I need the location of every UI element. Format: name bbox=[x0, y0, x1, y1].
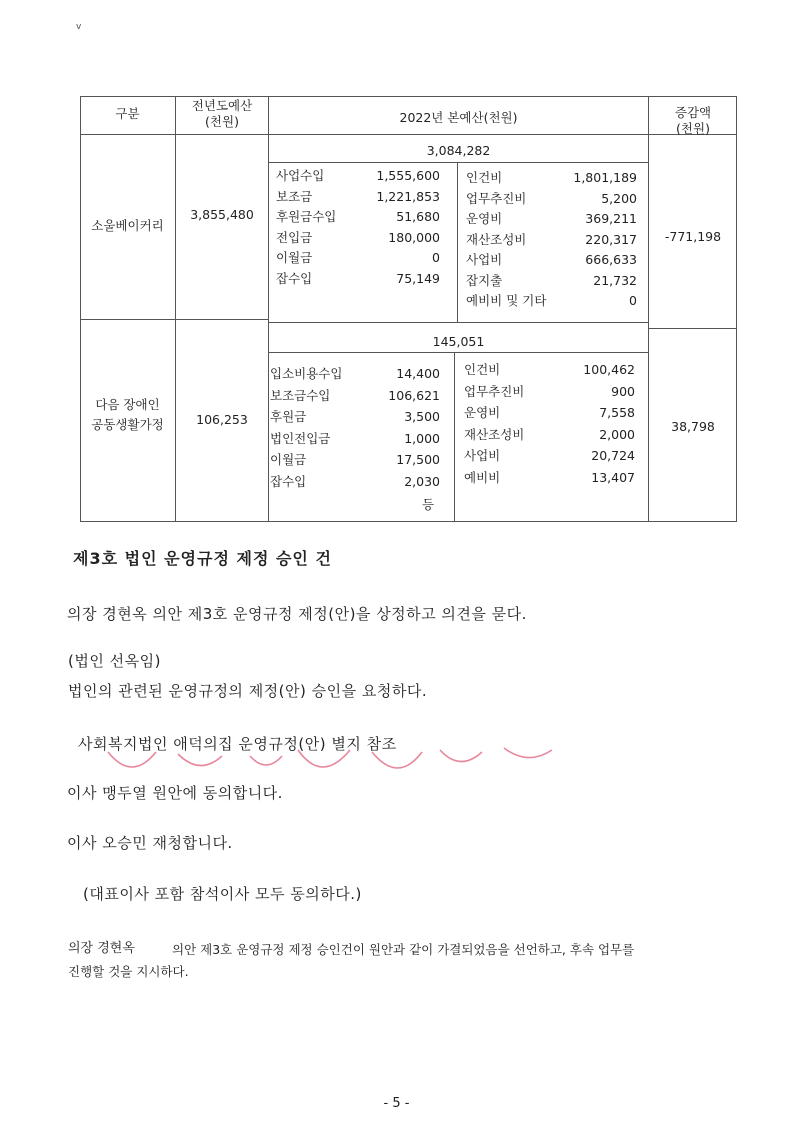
row1-revenue-label: 전입금 bbox=[276, 229, 313, 245]
row1-expense-value: 666,633 bbox=[585, 252, 637, 267]
row2-split-line bbox=[454, 352, 455, 521]
table-border-left bbox=[80, 96, 81, 522]
row1-revenue-label: 보조금 bbox=[276, 188, 313, 204]
row1-prev: 3,855,480 bbox=[190, 207, 254, 222]
row1-expense-value: 0 bbox=[629, 293, 637, 308]
row1-revenue-value: 180,000 bbox=[388, 229, 440, 245]
row2-expense-label: 인건비 bbox=[464, 362, 501, 377]
stamp-arc-6 bbox=[440, 750, 482, 762]
row1-expense-label: 잡지출 bbox=[466, 272, 503, 288]
row1-revenue-label: 잡수입 bbox=[276, 270, 313, 286]
row2-revenue-label: 법인전입금 bbox=[270, 430, 331, 446]
row-sep-left bbox=[80, 319, 268, 320]
budget-table bbox=[80, 96, 737, 522]
scan-mark: v bbox=[76, 22, 82, 32]
row-sep-right bbox=[648, 328, 737, 329]
row2-total-line bbox=[268, 352, 648, 353]
row2-expense-value: 20,724 bbox=[591, 448, 635, 463]
col-line-1 bbox=[175, 96, 176, 522]
consent-note: (대표이사 포함 참석이사 모두 동의하다.) bbox=[83, 885, 362, 903]
row1-name: 소울베이커리 bbox=[91, 218, 164, 233]
row2-total: 145,051 bbox=[432, 334, 485, 349]
stamp-arc-2 bbox=[178, 754, 222, 766]
row2-expense-value: 2,000 bbox=[599, 426, 635, 442]
row2-expense-label: 예비비 bbox=[464, 469, 501, 485]
row1-split-line bbox=[457, 162, 458, 322]
row2-revenue-value: 17,500 bbox=[396, 452, 440, 467]
row2-revenue-value: 3,500 bbox=[404, 409, 440, 424]
chair-name: 의장 경현옥 bbox=[68, 941, 135, 956]
row1-revenue-label: 후원금수입 bbox=[276, 209, 337, 224]
row2-name-line2: 공동생활가정 bbox=[91, 417, 164, 432]
director-motion: 이사 맹두열 원안에 동의합니다. bbox=[67, 784, 283, 802]
row1-revenue-value: 75,149 bbox=[396, 270, 440, 286]
row2-name-line1: 다음 장애인 bbox=[95, 397, 160, 412]
row2-change: 38,798 bbox=[671, 419, 715, 434]
row2-expense-value: 13,407 bbox=[591, 469, 635, 485]
row1-revenue-value: 51,680 bbox=[396, 209, 440, 224]
stamp-arc-7 bbox=[504, 748, 552, 758]
stamp-arc-3 bbox=[250, 756, 282, 765]
header-category: 구분 bbox=[115, 106, 140, 121]
section-title: 제3호 법인 운영규정 제정 승인 건 bbox=[73, 549, 332, 568]
header-change: 증감액 bbox=[674, 105, 712, 120]
row1-revenue-value: 1,555,600 bbox=[376, 168, 440, 183]
row2-expense-label: 업무추진비 bbox=[464, 383, 525, 399]
row1-revenue-label: 사업수입 bbox=[276, 168, 325, 183]
row1-expense-value: 369,211 bbox=[585, 211, 637, 226]
reference-note: 사회복지법인 애덕의집 운영규정(안) 별지 참조 bbox=[78, 735, 397, 753]
page-number: - 5 - bbox=[383, 1096, 410, 1111]
row1-expense-label: 인건비 bbox=[466, 170, 503, 185]
row1-expense-value: 220,317 bbox=[585, 231, 637, 247]
header-line bbox=[80, 134, 737, 135]
row1-expense-label: 재산조성비 bbox=[466, 231, 527, 247]
resolution-statement: 의안 제3호 운영규정 제정 승인건이 원안과 같이 가결되었음을 선언하고, 후속 업무를 bbox=[172, 942, 635, 957]
row1-expense-label: 업무추진비 bbox=[466, 190, 527, 206]
row2-revenue-label: 보조금수입 bbox=[270, 387, 331, 403]
row2-revenue-label: 후원금 bbox=[270, 409, 307, 424]
row1-expense-value: 21,732 bbox=[593, 272, 637, 288]
row2-expense-label: 재산조성비 bbox=[464, 426, 525, 442]
row2-revenue-value: 14,400 bbox=[396, 366, 440, 381]
row1-total: 3,084,282 bbox=[426, 143, 491, 158]
row2-revenue-value: 106,621 bbox=[388, 387, 440, 403]
row1-revenue-label: 이월금 bbox=[276, 250, 313, 265]
row2-expense-value: 7,558 bbox=[599, 405, 635, 420]
col-line-3 bbox=[648, 96, 649, 522]
header-current-budget: 2022년 본예산(천원) bbox=[399, 110, 518, 125]
row2-expense-label: 운영비 bbox=[464, 405, 501, 420]
director-second: 이사 오승민 재청합니다. bbox=[67, 834, 233, 852]
header-prev-budget-unit: (천원) bbox=[205, 114, 239, 129]
request-statement: 법인의 관련된 운영규정의 제정(안) 승인을 요청하다. bbox=[68, 682, 428, 700]
row1-revenue-value: 0 bbox=[432, 250, 440, 265]
table-border-top bbox=[80, 96, 737, 97]
row2-revenue-label: 잡수입 bbox=[270, 473, 307, 489]
row1-expense-label: 운영비 bbox=[466, 211, 503, 226]
col-line-2 bbox=[268, 96, 269, 522]
row2-revenue-note: 등 bbox=[422, 497, 435, 512]
row2-expense-value: 900 bbox=[611, 383, 635, 399]
proposer: (법인 선옥임) bbox=[68, 652, 161, 670]
row1-change: -771,198 bbox=[664, 229, 722, 244]
chair-statement: 의장 경현옥 의안 제3호 운영규정 제정(안)을 상정하고 의견을 묻다. bbox=[67, 605, 527, 623]
row1-expense-value: 5,200 bbox=[601, 190, 637, 206]
header-prev-budget: 전년도예산 bbox=[191, 98, 253, 113]
row2-expense-value: 100,462 bbox=[583, 362, 635, 377]
header-change-unit: (천원) bbox=[676, 121, 710, 136]
row2-revenue-label: 이월금 bbox=[270, 452, 307, 467]
row1-revenue-value: 1,221,853 bbox=[376, 188, 440, 204]
row1-expense-value: 1,801,189 bbox=[573, 170, 637, 185]
row-sep-mid bbox=[268, 322, 648, 323]
row2-expense-label: 사업비 bbox=[464, 448, 501, 463]
row1-expense-label: 예비비 및 기타 bbox=[466, 293, 547, 308]
row2-prev: 106,253 bbox=[196, 412, 248, 427]
table-border-bottom bbox=[80, 521, 737, 522]
stamp-arc-1 bbox=[108, 752, 156, 767]
stamp-arc-5 bbox=[372, 752, 422, 768]
row2-revenue-value: 1,000 bbox=[404, 430, 440, 446]
table-border-right bbox=[736, 96, 737, 522]
row2-revenue-value: 2,030 bbox=[404, 473, 440, 489]
row2-revenue-label: 입소비용수입 bbox=[270, 366, 343, 381]
row1-expense-label: 사업비 bbox=[466, 252, 503, 267]
resolution-instruction: 진행할 것을 지시하다. bbox=[68, 964, 189, 979]
row1-total-line bbox=[268, 162, 648, 163]
